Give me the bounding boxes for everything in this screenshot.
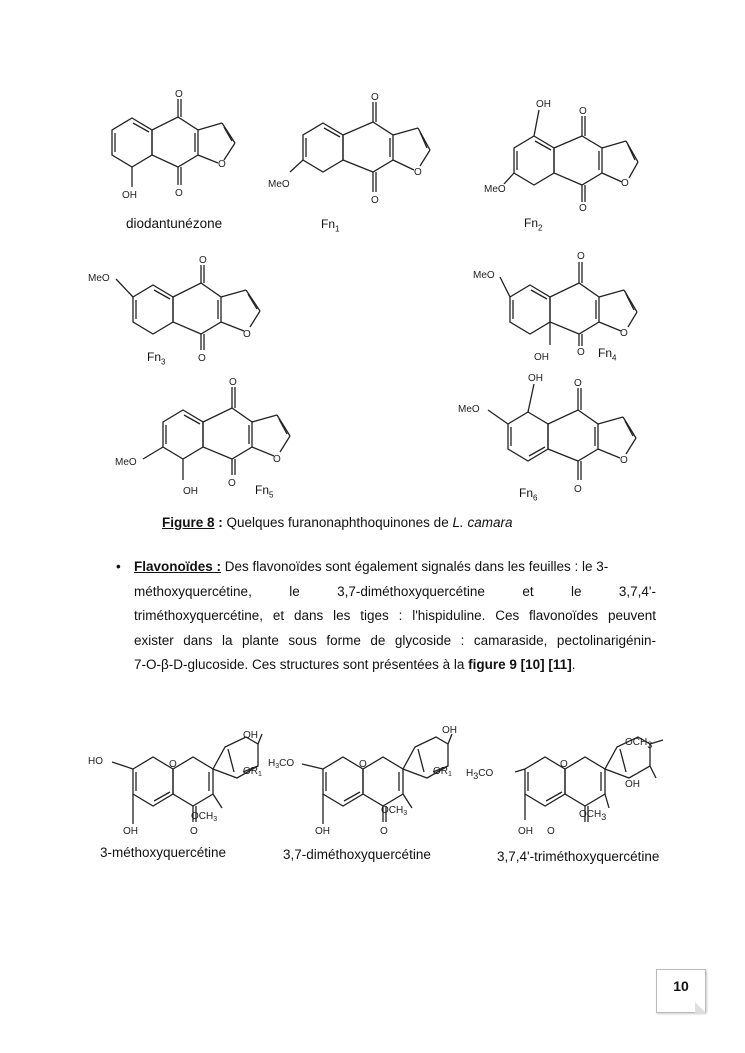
paragraph-line xyxy=(134,555,656,580)
structure-label xyxy=(255,483,273,499)
structure-3-7-4-trimethoxyquercetine xyxy=(463,722,693,847)
paragraph-line: triméthoxyquercétine, et dans les tiges : l'hispiduline. Ces flavonoïdes peuvent xyxy=(134,608,656,623)
atom-och3 xyxy=(579,809,606,822)
och-text: OCH xyxy=(625,737,648,748)
structure-3-methoxyquercetine xyxy=(88,722,278,847)
figure-8-caption xyxy=(162,515,512,530)
structure-fn1 xyxy=(268,88,438,218)
section-heading: Flavonoïdes : xyxy=(134,559,222,574)
och-text: OCH xyxy=(381,805,404,816)
atom-o: O xyxy=(574,378,582,389)
figure-label: Figure 8 xyxy=(162,515,215,530)
r-subscript: 1 xyxy=(448,771,452,778)
paragraph-line: méthoxyquercétine, le 3,7-diméthoxyquercétine et le 3,7,4'- xyxy=(134,583,656,599)
bullet-marker: • xyxy=(116,559,121,574)
atom-o: O xyxy=(621,178,629,189)
co-text: CO xyxy=(478,768,494,779)
structure-fn5 xyxy=(115,372,305,500)
structure-label-sub: 3 xyxy=(161,357,166,367)
structure-label xyxy=(147,350,165,366)
atom-oh: OH xyxy=(534,352,549,363)
atom-o: O xyxy=(577,347,585,358)
structure-label-sub: 4 xyxy=(612,353,617,363)
three-subscript: 3 xyxy=(601,812,607,822)
or-text: OR xyxy=(433,766,448,777)
atom-or1 xyxy=(243,766,262,778)
structure-label xyxy=(321,217,339,233)
atom-oh: OH xyxy=(528,373,543,384)
atom-oh: OH xyxy=(315,826,330,837)
page-fold-icon xyxy=(695,1002,706,1013)
atom-och3 xyxy=(191,811,217,823)
paragraph-text: . xyxy=(571,657,576,672)
atom-o: O xyxy=(371,195,379,206)
or-text: OR xyxy=(243,766,258,777)
atom-o: O xyxy=(228,478,236,489)
atom-o: O xyxy=(577,251,585,262)
co-text: CO xyxy=(279,758,295,769)
atom-meo: MeO xyxy=(473,270,495,281)
structure-fn3 xyxy=(88,255,278,365)
page-number: 10 xyxy=(673,978,689,994)
atom-oh: OH xyxy=(183,486,198,497)
atom-o: O xyxy=(198,353,206,364)
atom-meo: MeO xyxy=(484,184,506,195)
atom-o: O xyxy=(371,92,379,103)
atom-oh: OH xyxy=(518,826,533,837)
paragraph-text: Des flavonoïdes sont également signalés dans les feuilles : le 3- xyxy=(221,559,609,574)
atom-oh: OH xyxy=(442,725,457,736)
atom-o: O xyxy=(218,159,226,170)
structure-label-sub: 1 xyxy=(335,224,340,234)
h-text: H xyxy=(466,768,474,779)
atom-o: O xyxy=(620,455,628,466)
structure-label-sub: 6 xyxy=(533,493,538,503)
atom-o: O xyxy=(380,826,388,837)
atom-meo: MeO xyxy=(268,179,290,190)
atom-o: O xyxy=(243,329,251,340)
atom-o: O xyxy=(414,167,422,178)
structure-fn4 xyxy=(470,250,650,365)
caption-text: Quelques furanonaphthoquinones de xyxy=(222,515,453,530)
atom-o: O xyxy=(579,106,587,117)
structure-label-name: Fn xyxy=(147,350,162,364)
compound-name: 3,7,4'-triméthoxyquercétine xyxy=(497,849,660,864)
three-subscript: 3 xyxy=(647,740,653,750)
paragraph-line xyxy=(134,653,656,678)
caption-colon: : xyxy=(214,515,223,530)
three-subscript: 3 xyxy=(275,763,280,770)
atom-h3co xyxy=(268,758,294,770)
atom-oh: OH xyxy=(123,826,138,837)
atom-or1 xyxy=(433,766,452,778)
structure-label-name: Fn xyxy=(519,486,534,500)
atom-o: O xyxy=(229,377,237,388)
och-text: OCH xyxy=(191,811,214,822)
species-name: L. camara xyxy=(452,515,513,530)
atom-och3 xyxy=(625,737,652,750)
structure-label xyxy=(519,486,537,502)
atom-h3co xyxy=(466,768,493,781)
structure-label-name: Fn xyxy=(321,217,336,231)
structure-label-sub: 2 xyxy=(538,223,543,233)
atom-o: O xyxy=(560,759,568,770)
three-subscript: 3 xyxy=(213,816,218,823)
atom-o: O xyxy=(199,255,207,266)
atom-oh: OH xyxy=(122,190,137,201)
figure-ref: figure 9 [10] [11] xyxy=(468,657,572,672)
structure-fn6 xyxy=(458,370,648,503)
compound-name: 3-méthoxyquercétine xyxy=(100,845,227,860)
atom-o: O xyxy=(574,484,582,495)
atom-och3 xyxy=(381,805,407,817)
atom-o: O xyxy=(579,203,587,214)
atom-ho: HO xyxy=(88,756,103,767)
structure-label-name: Fn xyxy=(255,483,270,497)
atom-oh: OH xyxy=(625,779,640,790)
atom-oh: OH xyxy=(243,730,258,741)
structure-label-name: Fn xyxy=(598,346,613,360)
atom-oh: OH xyxy=(536,99,551,110)
atom-meo: MeO xyxy=(88,273,110,284)
atom-o: O xyxy=(359,759,367,770)
three-subscript: 3 xyxy=(403,810,408,817)
atom-meo: MeO xyxy=(115,457,137,468)
atom-meo: MeO xyxy=(458,404,480,415)
three-subscript: 3 xyxy=(473,771,479,781)
structure-fn2 xyxy=(484,96,654,221)
och-text: OCH xyxy=(579,809,602,820)
atom-o: O xyxy=(175,188,183,199)
compound-name: 3,7-diméthoxyquercétine xyxy=(283,847,431,862)
structure-label: diodantunézone xyxy=(126,216,223,231)
atom-o: O xyxy=(620,328,628,339)
h-text: H xyxy=(268,758,276,769)
atom-o: O xyxy=(273,454,281,465)
atom-o: O xyxy=(547,826,555,837)
structure-label xyxy=(524,216,542,232)
paragraph-line: exister dans la plante sous forme de glycoside : camaraside, pectolinarigénin- xyxy=(134,632,656,648)
structure-diodantunezone xyxy=(100,85,250,220)
structure-label-name: Fn xyxy=(524,216,539,230)
structure-label-sub: 5 xyxy=(269,490,274,500)
page-number-box xyxy=(656,969,706,1013)
structure-label xyxy=(598,346,616,362)
flavonoids-paragraph xyxy=(134,555,656,678)
paragraph-text: 7-O-β-D-glucoside. Ces structures sont présentées à la xyxy=(134,657,469,672)
r-subscript: 1 xyxy=(258,771,262,778)
atom-o: O xyxy=(190,826,198,837)
atom-o: O xyxy=(175,89,183,100)
atom-o: O xyxy=(169,759,177,770)
structure-3-7-dimethoxyquercetine xyxy=(268,720,468,845)
